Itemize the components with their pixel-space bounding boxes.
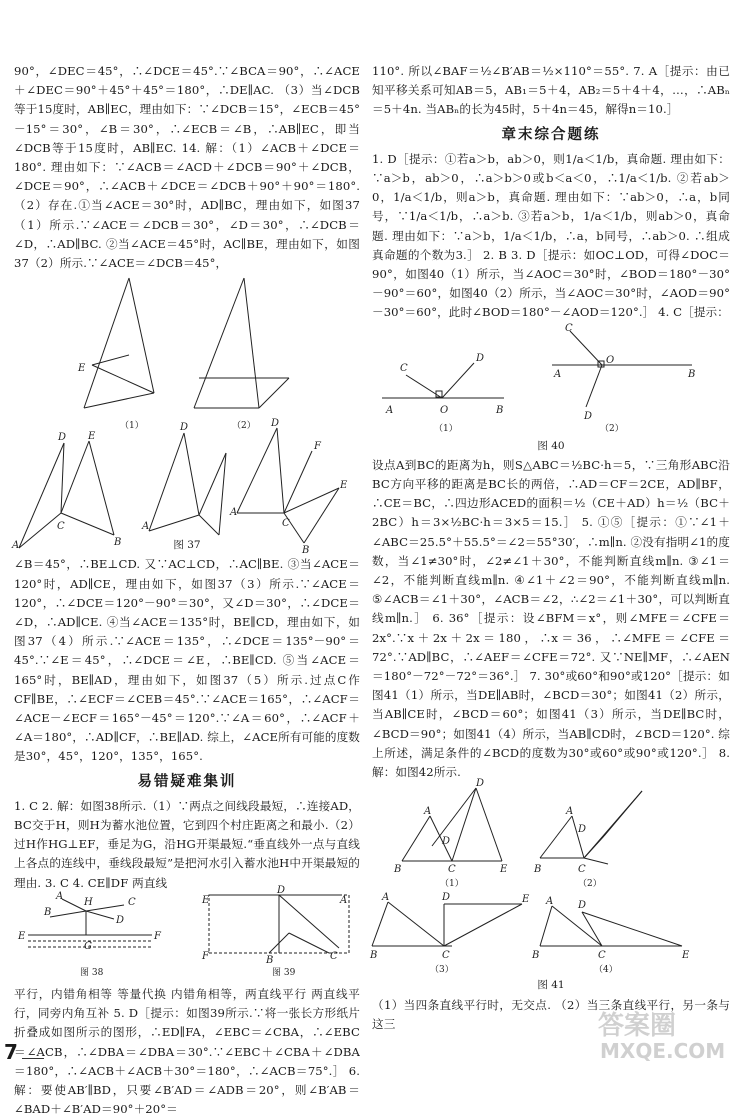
svg-text:D: D <box>476 352 485 364</box>
svg-text:C: C <box>330 950 338 962</box>
figure-37-2 <box>194 278 289 408</box>
svg-text:（2）: （2） <box>578 879 602 890</box>
svg-text:C: C <box>598 950 606 962</box>
page-number-rule <box>22 1058 44 1059</box>
svg-text:E: E <box>202 894 210 906</box>
svg-text:D: D <box>58 432 67 444</box>
svg-text:（1）: （1） <box>434 423 458 434</box>
figure-41-drawing <box>370 778 730 986</box>
figure-41-4 <box>531 896 690 975</box>
svg-text:H: H <box>84 896 93 908</box>
right-column <box>372 62 730 1034</box>
svg-text:图 39: 图 39 <box>272 967 296 978</box>
svg-text:D: D <box>442 836 451 848</box>
figure-41-3 <box>369 892 530 975</box>
svg-text:A: A <box>386 404 394 416</box>
svg-text:MXQE.COM: MXQE.COM <box>600 1039 726 1063</box>
svg-text:E: E <box>340 480 348 492</box>
svg-text:C: C <box>578 864 586 876</box>
svg-text:E: E <box>522 894 530 906</box>
svg-text:C: C <box>57 521 65 533</box>
svg-text:C: C <box>128 896 136 908</box>
figure-40-drawing <box>372 323 730 441</box>
svg-text:A: A <box>546 896 554 908</box>
right-paragraph-1: 110°. 所以∠BAF＝½∠B′AB＝½×110°＝55°. 7. A［提示：由已知平移关系可知AB＝5，AB₁＝5＋4，AB₂＝5＋4＋4，…，∴ABₙ＝5＋4n. 当ABₙ的长为45时，5＋4n＝45，解得n＝10.］ <box>372 64 730 117</box>
svg-text:E: E <box>18 930 26 942</box>
svg-text:B: B <box>534 864 542 876</box>
svg-text:B: B <box>496 404 504 416</box>
svg-text:B: B <box>688 368 696 380</box>
svg-text:A: A <box>340 894 348 906</box>
left-column <box>14 62 360 1119</box>
svg-text:E: E <box>78 363 86 375</box>
svg-text:B: B <box>302 545 310 557</box>
svg-text:（1）: （1） <box>440 879 464 890</box>
figure-38 <box>17 891 162 952</box>
left-paragraph-3: 1. C 2. 解：如图38所示.（1）∵两点之间线段最短，∴连接AD，BC交于H，则H为蓄水池位置，它到四个村庄距离之和最小.（2）过H作HG⊥EF，垂足为G，沿HG开渠最短.“垂直线外一点与直线上各点的连线中，垂线段最短”是把河水引入蓄水池H中开渠最短的理由. 3. C 4. CE∥DF 两直线 <box>14 798 360 890</box>
svg-text:B: B <box>44 906 52 918</box>
svg-text:B: B <box>532 950 540 962</box>
svg-text:F: F <box>314 441 321 453</box>
figure-41 <box>370 778 730 986</box>
svg-text:A: A <box>230 507 238 519</box>
figure-37-3 <box>11 431 121 551</box>
svg-text:F: F <box>202 950 209 962</box>
svg-text:D: D <box>271 418 280 430</box>
svg-text:D: D <box>584 410 593 422</box>
svg-text:A: A <box>382 892 390 904</box>
figure-40-caption: 图 40 <box>537 439 565 452</box>
svg-text:A: A <box>56 890 64 902</box>
figure-39 <box>201 885 349 966</box>
figure-41-2 <box>533 791 642 889</box>
left-paragraph-4: 平行，内错角相等 等量代换 内错角相等，两直线平行 两直线平行，同旁内角互补 5. D［提示：如图39所示.∵将一张长方形纸片折叠成如图所示的图形，∴ED∥FA，∠EBC＝∠CBA，∴∠EBC＝∠ACB，∴∠DBA＝∠DBA＝30°.∵∠EBC＋∠CBA＋∠DBA＝180°，∴∠ACB＋∠ACB＋30°＝180°，∴∠ACB＝75°.］ 6. 解：要使AB′∥BD，只要∠B′AD＝∠ADB＝20°，则∠B′AB＝∠BAD＋∠B′AD＝90°＋20°＝ <box>14 986 360 1117</box>
svg-text:A: A <box>12 540 20 552</box>
figure-40 <box>372 323 730 441</box>
svg-text:D: D <box>476 778 485 790</box>
svg-text:B: B <box>394 864 402 876</box>
svg-text:C: C <box>282 518 290 530</box>
svg-text:（2）: （2） <box>600 423 624 434</box>
figure-41-1 <box>393 778 508 889</box>
right-paragraph-3: 设点A到BC的距离为h，则S△ABC＝½BC·h＝5，∵三角形ABC沿BC方向平移的距离是BC长的两倍，∴AD＝CF＝2CE，AD∥BF，∴CE＝BC，∴四边形ACED的面积＝½（CE＋AD）h＝½（BC＋2BC）h＝3×½BC·h＝3×5＝15.］ 5. ①⑤［提示：①∵∠1＋∠ABC＝25.5°＋55.5°＝∠2＝55°30′，∴m∥n. ②没有指明∠1的度数，当∠1≠30°时，∠2≠∠1＋30°，不能判断直线m∥n. ③∠1＝∠2，不能判断直线m∥n. ④∠1＋∠2＝90°，不能判断直线m∥n. ⑤∠ACB＝∠1＋30°，∠ACB＝∠2，∴∠2＝∠1＋30°，可以判断直线m∥n.］ 6. 36°［提示：设∠BFM＝x°，则∠MFE＝∠CFE＝2x°.∵x＋2x＋2x＝180，∴x＝36，∴∠MFE＝∠CFE＝72°.∵AD∥BC，∴∠AEF＝∠CFE＝72°. 又∵NE∥MF，∴∠AEN＝180°－72°－72°＝36°.］ 7. 30°或60°和90°或120°［提示：如图41（1）所示，当DE∥AB时，∠BCD＝30°；如图41（2）所示，当AB∥CE时，∠BCD＝60°；如图41（3）所示，当DE∥BC时，∠BCD＝90°；如图41（4）所示，当AB∥CD时，∠BCD＝120°. 综上所述，满足条件的∠BCD的度数为30°或60°或90°或120°.］ 8. 解：如图42所示. <box>372 457 730 780</box>
svg-text:D: D <box>277 884 286 896</box>
svg-text:O: O <box>606 354 615 366</box>
figure-40-1 <box>382 353 504 434</box>
figure-40-2 <box>552 323 695 434</box>
svg-text:B: B <box>114 537 122 549</box>
svg-text:C: C <box>442 950 450 962</box>
svg-text:F: F <box>154 930 161 942</box>
figure-38-39 <box>14 884 360 985</box>
svg-text:C: C <box>448 864 456 876</box>
left-paragraph-1: 90°，∠DEC＝45°，∴∠DCE＝45°.∵∠BCA＝90°，∴∠ACE＋∠DEC＝90°＋45°＋45°＝180°，∴DE∥AC. （3）当∠DCB等于15度时，AB∥EC，理由如下：∵∠DCB＝15°，∠ECB＝45°－15°＝30°，∠B＝30°，∴∠ECB＝∠B，∴AB∥EC，即当∠DCB等于15度时，AB∥EC. 14. 解：（1）∠ACB＋∠DCE＝180°. 理由如下：∵∠ACB＝∠ACD＋∠DCB＝90°＋∠DCB，∠DCE＝90°，∴∠ACB＋∠DCE＝∠DCB＋90°＋90°＝180°. （2）存在.①当∠ACE＝30°时，AD∥BC，理由如下，如图37（1）所示.∵∠ACE＝∠DCB＝30°，∠D＝30°，∴∠DCB＝∠D，∴AD∥BC. ②当∠ACE＝45°时，AC∥BE，理由如下，如图37（2）所示.∵∠ACE＝∠DCB＝45°， <box>14 64 360 271</box>
figure-37-caption: 图 37 <box>173 539 201 552</box>
svg-text:C: C <box>400 362 408 374</box>
page-number: 7 <box>4 1040 18 1064</box>
svg-text:（3）: （3） <box>430 965 454 976</box>
svg-text:D: D <box>180 422 189 434</box>
figure-37-4 <box>141 422 226 535</box>
svg-text:A: A <box>554 368 562 380</box>
svg-text:C: C <box>565 322 573 334</box>
figure-37-1 <box>77 278 154 408</box>
svg-text:（1）: （1） <box>120 421 144 432</box>
svg-text:D: D <box>578 824 587 836</box>
watermark-logo <box>578 1006 748 1062</box>
svg-text:A: A <box>566 806 574 818</box>
svg-text:E: E <box>682 950 690 962</box>
svg-text:G: G <box>84 940 92 952</box>
section-title-errors: 易错疑难集训 <box>137 773 237 790</box>
svg-text:（4）: （4） <box>594 965 618 976</box>
svg-text:图 38: 图 38 <box>80 967 104 978</box>
figure-38-39-drawing <box>14 884 360 985</box>
right-paragraph-2: 1. D［提示：①若a＞b，ab＞0，则1/a＜1/b，真命题. 理由如下：∵a＞b，ab＞0，∴a＞b＞0或b＜a＜0，∴1/a＜1/b. ②若ab＞0，1/a＜1/b，则a＞b，真命题. 理由如下：∵ab＞0，∴a，b同号，∵1/a＜1/b，∴a＞b. ③若a＞b，1/a＜1/b，则ab＞0，真命题. 理由如下：∵a＞b，1/a＜1/b，∴a，b同号，∴ab＞0. ∴组成真命题的个数为3.］ 2. B 3. D［提示：如OC⊥OD，可得∠DOC＝90°，如图40（1）所示，当∠AOC＝30°时，∠BOD＝180°－30°－90°＝60°，如图40（2）所示，当∠AOC＝30°时，∠AOD＝90°－30°＝60°，此时∠BOD＝180°－∠AOD＝120°.］ 4. C［提示： <box>372 151 730 320</box>
svg-text:答案圈: 答案圈 <box>598 1011 677 1041</box>
figure-41-caption: 图 41 <box>537 979 565 992</box>
svg-text:O: O <box>440 404 449 416</box>
svg-text:B: B <box>370 950 378 962</box>
right-paragraph-4: （1）当四条直线平行时，无交点. （2）当三条直线平行，另一条与这三 <box>372 997 730 1031</box>
svg-text:B: B <box>266 954 274 966</box>
svg-text:D: D <box>578 900 587 912</box>
svg-text:A: A <box>424 806 432 818</box>
figure-37-5 <box>229 418 348 556</box>
svg-text:E: E <box>500 864 508 876</box>
svg-text:（2）: （2） <box>232 421 256 432</box>
section-title-chapter-review: 章末综合题练 <box>501 126 601 143</box>
left-paragraph-2: ∠B＝45°，∴BE⊥CD. 又∵AC⊥CD，∴AC∥BE. ③当∠ACE＝120°时，AD∥CE，理由如下，如图37（3）所示.∵∠ACE＝120°，∴∠DCE＝120°－90°＝30°，又∠D＝30°，∴∠DCE＝∠D，∴AD∥CE. ④当∠ACE＝135°时，BE∥CD，理由如下，如图37（4）所示.∵∠ACE＝135°，∴∠DCE＝135°－90°＝45°.∵∠E＝45°，∴∠DCE＝∠E，∴BE∥CD. ⑤当∠ACE＝165°时，BE∥AD，理由如下，如图37（5）所示.过点C作CF∥BE，∴∠ECF＝∠CEB＝45°.∵∠ACE＝165°，∴∠ACF＝∠ACE－∠ECF＝165°－45°＝120°.∵∠A＝60°，∴∠ACF＋∠A＝180°，∴AD∥CF，∴BE∥AD. 综上，∠ACE所有可能的度数是30°，45°，120°，135°，165°. <box>14 557 360 764</box>
svg-text:E: E <box>88 431 96 443</box>
svg-text:A: A <box>142 521 150 533</box>
svg-text:D: D <box>442 892 451 904</box>
svg-text:D: D <box>116 914 125 926</box>
